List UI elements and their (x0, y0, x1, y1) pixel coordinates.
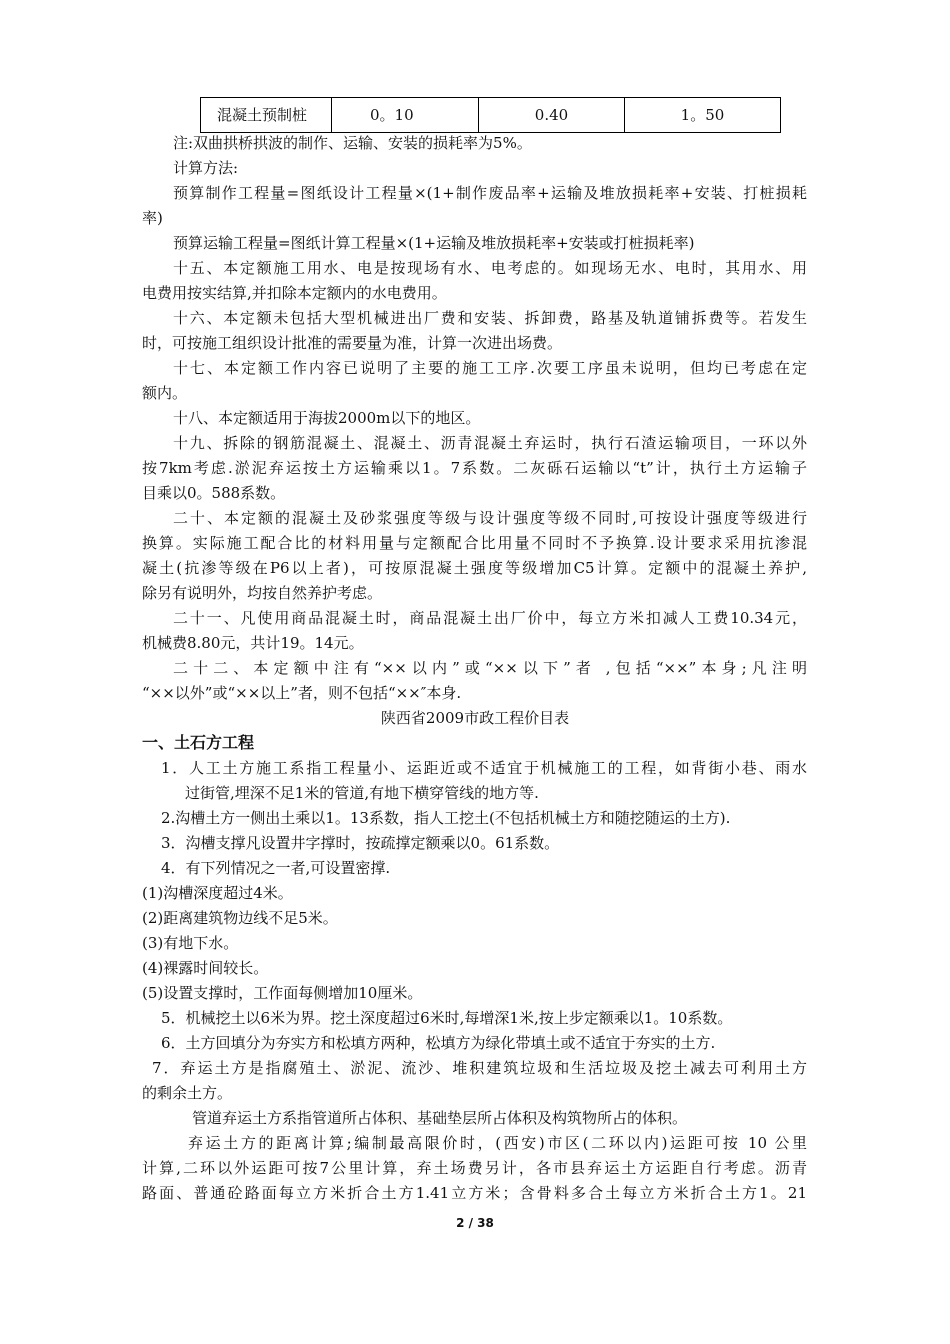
text-line: 二十二、本定额中注有“××以内”或“××以下”者 ,包括“××”本身;凡注明 (173, 659, 807, 677)
list-item: (5)设置支撑时，工作面每侧增加10厘米。 (142, 984, 423, 1002)
text-line: 除另有说明外，均按自然养护考虑。 (142, 584, 383, 602)
text-line: 换算。实际施工配合比的材料用量与定额配合比用量不同时不予换算.设计要求采用抗渗混 (142, 534, 807, 552)
text-line: 预算运输工程量=图纸计算工程量×(1+运输及堆放损耗率+安装或打桩损耗率) (173, 234, 695, 252)
text-line: 额内。 (142, 384, 188, 402)
text-line: 机械费8.80元，共计19。14元。 (142, 634, 364, 652)
text-line: “××以外”或“××以上”者，则不包括“××″本身. (142, 684, 462, 702)
table-cell-value: 1。50 (625, 98, 781, 133)
text-line: 十九、拆除的钢筋混凝土、混凝土、沥青混凝土弃运时，执行石渣运输项目，一环以外 (173, 434, 807, 452)
text-line: 十八、本定额适用于海拔2000m以下的地区。 (173, 409, 481, 427)
loss-rate-table (200, 97, 781, 133)
list-item: 1．人工土方施工系指工程量小、运距近或不适宜于机械施工的工程，如背街小巷、雨水 (161, 759, 807, 777)
text-line: 二十一、凡使用商品混凝土时，商品混凝土出厂价中，每立方米扣减人工费10.34元， (173, 609, 807, 627)
table-cell-item: 混凝土预制桩 (201, 98, 332, 133)
text-line: 十六、本定额未包括大型机械进出厂费和安装、拆卸费，路基及轨道铺拆费等。若发生 (173, 309, 807, 327)
list-item: 5．机械挖土以6米为界。挖土深度超过6米时,每增深1米,按上步定额乘以1。10系数。 (161, 1009, 733, 1027)
text-line: 管道弃运土方系指管道所占体积、基础垫层所占体积及构筑物所占的体积。 (192, 1109, 688, 1127)
text-line: 凝土(抗渗等级在P6以上者)，可按原混凝土强度等级增加C5计算。定额中的混凝土养护, (142, 559, 807, 577)
text-line: 电费用按实结算,并扣除本定额内的水电费用。 (142, 284, 447, 302)
list-item: (2)距离建筑物边线不足5米。 (142, 909, 338, 927)
list-item: 4．有下列情况之一者,可设置密撑. (161, 859, 391, 877)
text-line: 预算制作工程量=图纸设计工程量×(1+制作废品率+运输及堆放损耗率+安装、打桩损耗 (173, 184, 807, 202)
list-item: 7．弃运土方是指腐殖土、淤泥、流沙、堆积建筑垃圾和生活垃圾及挖土减去可利用土方 (152, 1059, 807, 1077)
text-line: 时，可按施工组织设计批准的需要量为准，计算一次进出场费。 (142, 334, 563, 352)
text-line: 目乘以0。588系数。 (142, 484, 286, 502)
text-line: 十五、本定额施工用水、电是按现场有水、电考虑的。如现场无水、电时，其用水、用 (173, 259, 807, 277)
note-line: 注:双曲拱桥拱波的制作、运输、安装的损耗率为5%。 (173, 134, 532, 152)
table-cell-value: 0.40 (479, 98, 625, 133)
section-heading: 一、土石方工程 (142, 733, 255, 752)
list-item: (1)沟槽深度超过4米。 (142, 884, 293, 902)
text-line: 路面、普通砼路面每立方米折合土方1.41立方米；含骨料多合土每立方米折合土方1。21 (142, 1184, 807, 1202)
text-line: 弃运土方的距离计算;编制最高限价时，(西安)市区(二环以内)运距可按 10 公里 (188, 1134, 807, 1152)
page-number: 2 / 38 (456, 1216, 494, 1230)
table-cell-value: 0。10 (332, 98, 479, 133)
text-line: 十七、本定额工作内容已说明了主要的施工工序.次要工序虽未说明，但均已考虑在定 (173, 359, 807, 377)
text-line: 二十、本定额的混凝土及砂浆强度等级与设计强度等级不同时,可按设计强度等级进行 (173, 509, 807, 527)
list-item: 3．沟槽支撑凡设置井字撑时，按疏撑定额乘以0。61系数。 (161, 834, 560, 852)
list-item: (3)有地下水。 (142, 934, 239, 952)
text-line: 的剩余土方。 (142, 1084, 233, 1102)
list-item: 过街管,埋深不足1米的管道,有地下横穿管线的地方等. (185, 784, 539, 802)
section-title: 陕西省2009市政工程价目表 (380, 709, 570, 727)
list-item: 2.沟槽土方一侧出土乘以1。13系数，指人工挖土(不包括机械土方和随挖随运的土方). (161, 809, 731, 827)
list-item: (4)裸露时间较长。 (142, 959, 269, 977)
list-item: 6．土方回填分为夯实方和松填方两种，松填方为绿化带填土或不适宜于夯实的土方. (161, 1034, 716, 1052)
text-line: 按7km考虑.淤泥弃运按土方运输乘以1。7系数。二灰砾石运输以“t”计，执行土方运输子 (142, 459, 807, 477)
table-row (201, 98, 781, 133)
text-line: 率) (142, 209, 163, 227)
text-line: 计算,二环以外运距可按7公里计算，弃土场费另计，各市县弃运土方运距自行考虑。沥青 (142, 1159, 807, 1177)
text-line: 计算方法: (173, 159, 239, 177)
